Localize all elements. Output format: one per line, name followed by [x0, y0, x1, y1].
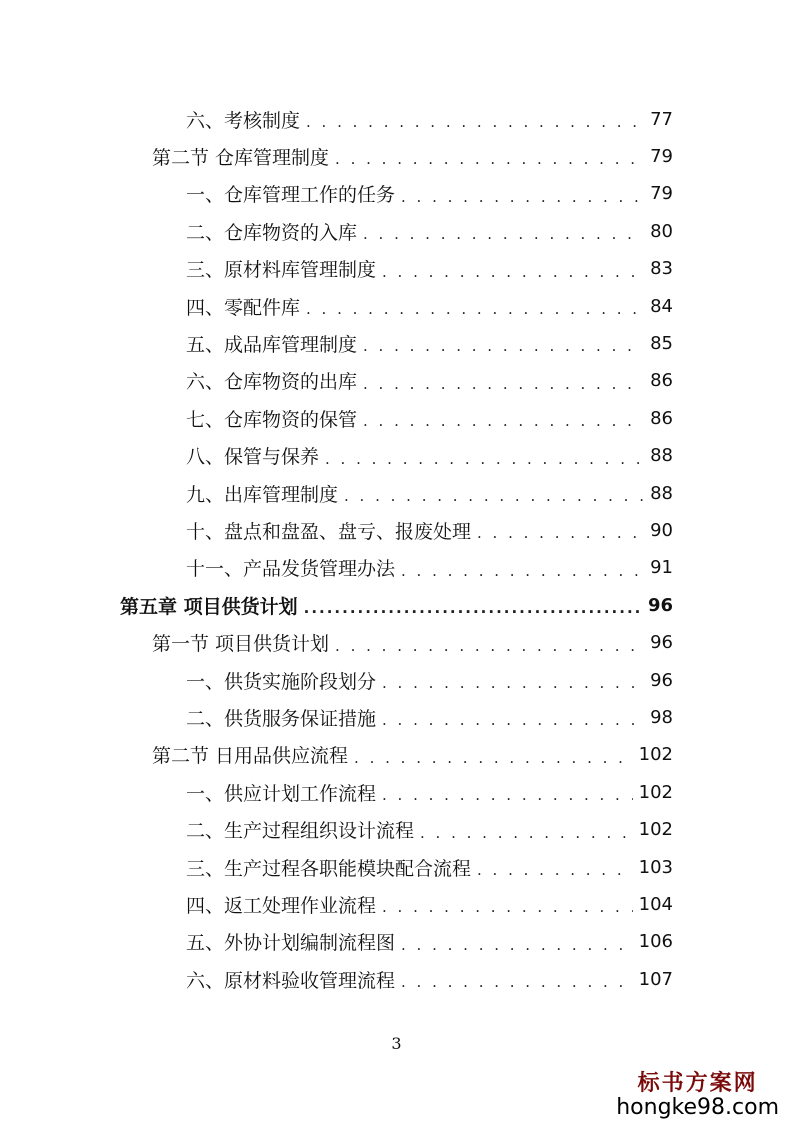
toc-entry[interactable] [186, 287, 673, 325]
toc-entry-page: 104 [638, 893, 673, 915]
toc-entry[interactable] [186, 773, 673, 811]
toc-entry[interactable] [186, 698, 673, 736]
toc-entry-title: 第二节 日用品供应流程 [152, 745, 349, 768]
toc-entry[interactable] [186, 511, 673, 549]
toc-entry-title: 一、仓库管理工作的任务 [186, 184, 396, 207]
dot-leader [344, 487, 644, 505]
dot-leader [363, 225, 644, 243]
toc-entry-page: 96 [650, 669, 673, 691]
toc-entry-page: 102 [638, 744, 673, 766]
page-number: 3 [391, 1034, 402, 1053]
toc-entry[interactable] [186, 324, 673, 362]
toc-entry-page: 102 [638, 819, 673, 841]
dot-leader [306, 300, 644, 318]
toc-entry-page: 96 [650, 632, 673, 654]
toc-entry-page: 80 [650, 220, 673, 242]
toc-entry-page: 106 [638, 931, 673, 953]
toc-entry-page: 90 [650, 519, 673, 541]
toc-entry-title: 二、仓库物资的入库 [186, 221, 358, 244]
dot-leader [306, 113, 644, 131]
toc-entry-page: 98 [650, 706, 673, 728]
toc-entry[interactable] [186, 362, 673, 400]
dot-leader [335, 150, 644, 168]
toc-entry[interactable] [186, 848, 673, 886]
toc-entry-title: 三、生产过程各职能模块配合流程 [186, 857, 472, 880]
toc-entry[interactable] [186, 212, 673, 250]
toc-entry[interactable] [186, 474, 673, 512]
dot-leader [363, 337, 644, 355]
toc-entry-page: 96 [647, 594, 673, 616]
toc-entry-title: 第五章 项目供货计划 [120, 595, 298, 618]
dot-leader [382, 674, 644, 692]
toc-entry-title: 九、出库管理制度 [186, 483, 339, 506]
toc-entry-title: 八、保管与保养 [186, 446, 320, 469]
toc-entry-page: 85 [650, 332, 673, 354]
toc-entry-title: 二、供货服务保证措施 [186, 707, 377, 730]
toc-entry-title: 四、零配件库 [186, 296, 301, 319]
toc-entry-title: 第一节 项目供货计划 [152, 633, 330, 656]
dot-leader [325, 450, 644, 468]
dot-leader [335, 637, 644, 655]
toc-entry[interactable] [186, 100, 673, 138]
watermark-logo [616, 1066, 779, 1120]
toc-entry-title: 第二节 仓库管理制度 [152, 146, 330, 169]
toc-entry[interactable] [186, 437, 673, 475]
dot-leader [401, 973, 633, 991]
dot-leader [363, 375, 644, 393]
toc-entry[interactable] [186, 549, 673, 587]
toc-entry-page: 107 [638, 968, 673, 990]
dot-leader [382, 786, 633, 804]
toc-entry[interactable] [186, 885, 673, 923]
dot-leader [354, 749, 633, 767]
dot-leader [304, 599, 642, 617]
toc-entry-title: 五、成品库管理制度 [186, 333, 358, 356]
toc-entry-title: 五、外协计划编制流程图 [186, 932, 396, 955]
toc-entry[interactable] [186, 811, 673, 849]
toc-entry-title: 十一、产品发货管理办法 [186, 558, 396, 581]
toc-entry-page: 84 [650, 295, 673, 317]
dot-leader [401, 562, 644, 580]
toc-entry-page: 88 [650, 482, 673, 504]
toc-entry-page: 102 [638, 781, 673, 803]
toc-chapter-entry[interactable] [120, 586, 673, 624]
toc-entry-title: 十、盘点和盘盈、盘亏、报废处理 [186, 520, 472, 543]
toc-entry[interactable] [152, 736, 673, 774]
toc-entry-title: 六、原材料验收管理流程 [186, 969, 396, 992]
toc-entry[interactable] [186, 175, 673, 213]
toc-entry[interactable] [152, 137, 673, 175]
toc-entry-title: 四、返工处理作业流程 [186, 894, 377, 917]
toc-entry-page: 86 [650, 407, 673, 429]
toc-entry-title: 一、供货实施阶段划分 [186, 670, 377, 693]
dot-leader [477, 861, 633, 879]
toc-entry[interactable] [186, 923, 673, 961]
toc-entry-page: 79 [650, 145, 673, 167]
toc-entry-page: 83 [650, 258, 673, 280]
toc-entry-page: 79 [650, 183, 673, 205]
dot-leader [401, 936, 633, 954]
toc-entry[interactable] [186, 960, 673, 998]
toc-entry-title: 七、仓库物资的保管 [186, 408, 358, 431]
dot-leader [420, 824, 633, 842]
dot-leader [382, 711, 644, 729]
watermark-en: hongke98.com [616, 1095, 779, 1120]
dot-leader [382, 898, 633, 916]
dot-leader [477, 524, 644, 542]
dot-leader [382, 263, 644, 281]
toc-entry-title: 六、仓库物资的出库 [186, 371, 358, 394]
toc-entry[interactable] [186, 250, 673, 288]
dot-leader [363, 412, 644, 430]
toc-entry-title: 二、生产过程组织设计流程 [186, 820, 415, 843]
watermark-cn: 标书方案网 [637, 1070, 758, 1096]
toc-entry[interactable] [152, 624, 673, 662]
toc-entry[interactable] [186, 399, 673, 437]
toc-entry-page: 88 [650, 445, 673, 467]
toc-entry-title: 三、原材料库管理制度 [186, 259, 377, 282]
toc-entry-page: 86 [650, 370, 673, 392]
dot-leader [401, 188, 644, 206]
toc-entry-page: 91 [650, 557, 673, 579]
toc-entry-page: 103 [638, 856, 673, 878]
toc-entry-title: 六、考核制度 [186, 109, 301, 132]
toc-entry-page: 77 [650, 108, 673, 130]
toc-entry[interactable] [186, 661, 673, 699]
toc-entry-title: 一、供应计划工作流程 [186, 782, 377, 805]
